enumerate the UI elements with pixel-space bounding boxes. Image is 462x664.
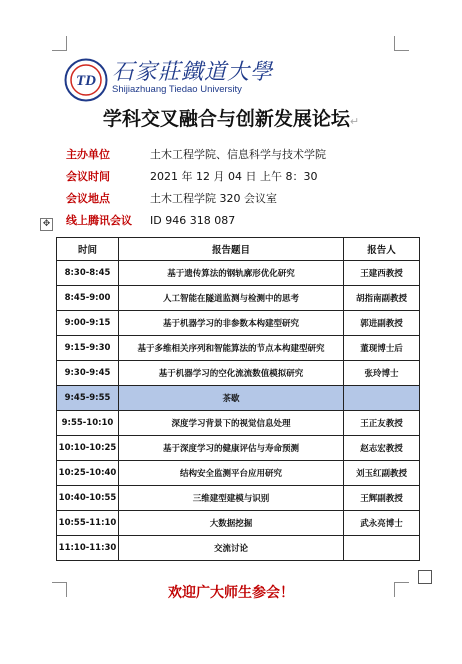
topic-cell: 茶歇 (119, 386, 344, 411)
speaker-cell: 赵志宏教授 (344, 436, 420, 461)
university-name-en: Shijiazhuang Tiedao University (112, 84, 242, 95)
time-cell: 8:45-9:00 (57, 286, 119, 311)
info-value: 土木工程学院 320 会议室 (150, 192, 277, 205)
table-row (57, 436, 420, 461)
time-cell: 10:40-10:55 (57, 486, 119, 511)
table-move-handle-icon[interactable]: ✥ (40, 218, 53, 231)
university-name-cn: 石家莊鐵道大學 (112, 60, 274, 85)
column-header-time: 时间 (57, 238, 119, 261)
speaker-cell: 王正友教授 (344, 411, 420, 436)
table-row (57, 511, 420, 536)
column-header-speaker: 报告人 (344, 238, 420, 261)
time-cell: 9:55-10:10 (57, 411, 119, 436)
table-row (57, 486, 420, 511)
schedule-table (56, 237, 420, 561)
table-header-row (57, 238, 420, 261)
info-label: 会议时间 (66, 170, 110, 183)
table-row (57, 286, 420, 311)
topic-cell: 基于深度学习的健康评估与寿命预测 (119, 436, 344, 461)
info-row-organizer (66, 146, 326, 162)
topic-cell: 交流讨论 (119, 536, 344, 561)
speaker-cell: 王辉副教授 (344, 486, 420, 511)
break-row (57, 386, 420, 411)
info-label: 线上腾讯会议 (66, 214, 132, 227)
speaker-cell (344, 386, 420, 411)
time-cell: 10:25-10:40 (57, 461, 119, 486)
topic-cell: 人工智能在隧道监测与检测中的思考 (119, 286, 344, 311)
info-value: 2021 年 12 月 04 日 上午 8：30 (150, 170, 318, 183)
university-logo-icon (64, 58, 108, 102)
table-row (57, 411, 420, 436)
info-label: 主办单位 (66, 148, 110, 161)
info-label: 会议地点 (66, 192, 110, 205)
topic-cell: 深度学习背景下的视觉信息处理 (119, 411, 344, 436)
table-row (57, 461, 420, 486)
topic-cell: 基于机器学习的空化流流数值模拟研究 (119, 361, 344, 386)
paragraph-mark-icon: ↵ (349, 115, 360, 128)
column-header-topic: 报告题目 (119, 238, 344, 261)
time-cell: 11:10-11:30 (57, 536, 119, 561)
topic-cell: 大数据挖掘 (119, 511, 344, 536)
speaker-cell: 董现博士后 (344, 336, 420, 361)
info-row-time (66, 168, 317, 184)
table-row (57, 336, 420, 361)
topic-cell: 基于多维相关序列和智能算法的节点本构建型研究 (119, 336, 344, 361)
time-cell: 8:30-8:45 (57, 261, 119, 286)
time-cell: 10:10-10:25 (57, 436, 119, 461)
speaker-cell: 张玲博士 (344, 361, 420, 386)
speaker-cell: 王建西教授 (344, 261, 420, 286)
topic-cell: 基于遗传算法的钢轨廓形优化研究 (119, 261, 344, 286)
speaker-cell (344, 536, 420, 561)
topic-cell: 三维建型建模与识别 (119, 486, 344, 511)
table-row (57, 261, 420, 286)
time-cell: 9:45-9:55 (57, 386, 119, 411)
speaker-cell: 郭进副教授 (344, 311, 420, 336)
speaker-cell: 武永亮博士 (344, 511, 420, 536)
table-row (57, 311, 420, 336)
topic-cell: 基于机器学习的非参数本构建型研究 (119, 311, 344, 336)
topic-cell: 结构安全监测平台应用研究 (119, 461, 344, 486)
logo-letters: TD (76, 73, 96, 89)
crop-mark-top-left (52, 36, 67, 51)
time-cell: 9:30-9:45 (57, 361, 119, 386)
info-row-location (66, 190, 277, 206)
speaker-cell: 胡指南副教授 (344, 286, 420, 311)
time-cell: 9:15-9:30 (57, 336, 119, 361)
table-row (57, 361, 420, 386)
info-row-online-meeting (66, 212, 235, 228)
table-row (57, 536, 420, 561)
welcome-message: 欢迎广大师生参会！ (168, 585, 294, 601)
info-value: 土木工程学院、信息科学与技术学院 (150, 148, 326, 161)
info-value: ID 946 318 087 (150, 214, 236, 227)
page-title: 学科交叉融合与创新发展论坛↵ (102, 108, 360, 130)
time-cell: 9:00-9:15 (57, 311, 119, 336)
speaker-cell: 刘玉红副教授 (344, 461, 420, 486)
crop-mark-top-right (394, 36, 409, 51)
time-cell: 10:55-11:10 (57, 511, 119, 536)
